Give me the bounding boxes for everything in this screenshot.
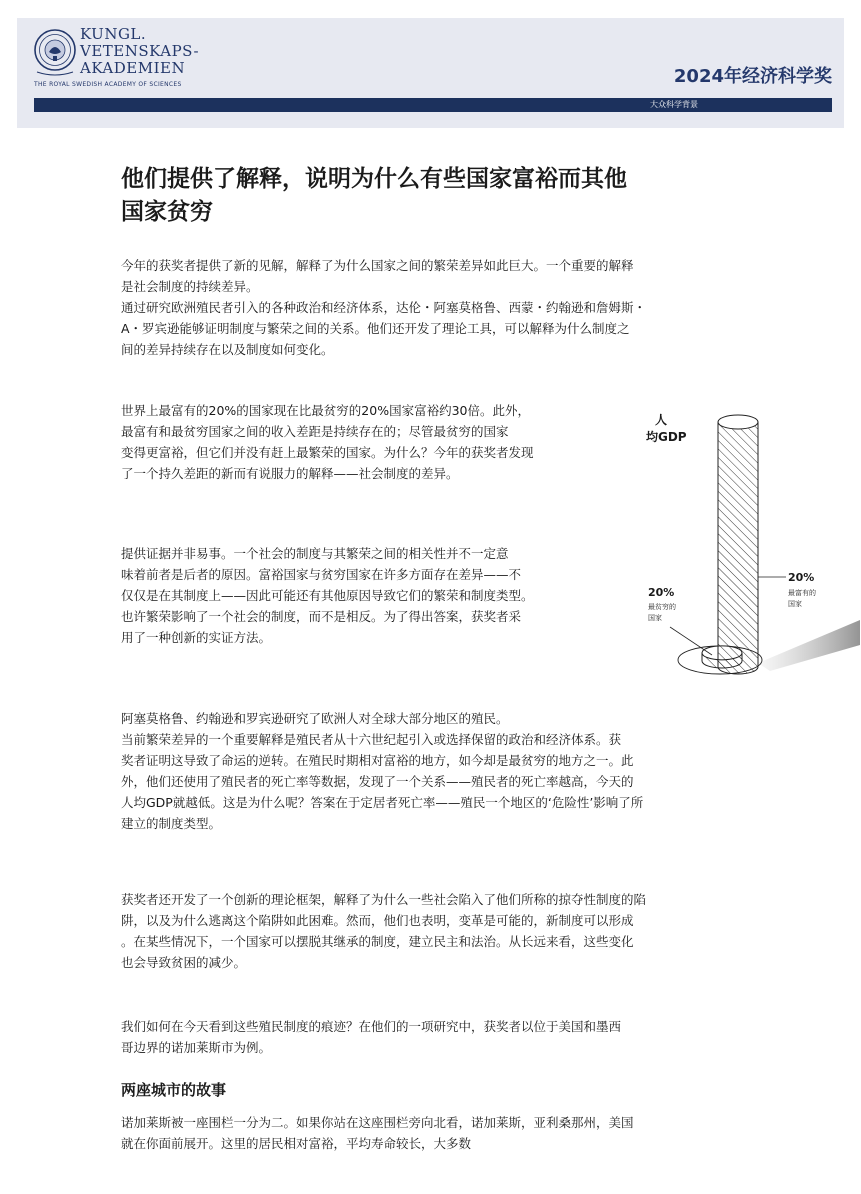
paragraph-nogales: 诺加莱斯被一座围栏一分为二。如果你站在这座围栏旁向北看，诺加莱斯，亚利桑那州，美国 就在你面前展开。这里的居民相对富裕，平均寿命较长，大多数: [121, 1115, 634, 1151]
rich-share-label: 20%: [788, 571, 815, 584]
paragraph-evidence: 提供证据并非易事。一个社会的制度与其繁荣之间的相关性并不一定意 味着前者是后者的原因。富裕国家与贫穷国家在许多方面存在差异——不 仅仅是在其制度上——因此可能还有其他原因导致它们的繁荣和制度类型。 也许繁荣影响了一个社会的制度，而不是相反。为了得出答案，获奖者采 用了一种创新的实证方法。: [121, 546, 534, 645]
poor-category-line1: 最贫穷的: [648, 603, 676, 611]
paragraph-intro: 今年的获奖者提供了新的见解，解释了为什么国家之间的繁荣差异如此巨大。一个重要的解释 是社会制度的持续差异。 通过研究欧洲殖民者引入的各种政治和经济体系，达伦・阿塞莫格鲁、西蒙・约翰逊和詹姆斯・ A・罗宾逊能够证明制度与繁荣之间的关系。他们还开发了理论工具，可以解释为什么制度之 间的差异持续存在以及制度如何变化。: [121, 258, 647, 357]
gdp-comparison-figure: [640, 405, 860, 690]
paragraph-income-gap: 世界上最富有的20%的国家现在比最贫穷的20%国家富裕约30倍。此外， 最富有和最贫穷国家之间的收入差距是持续存在的；尽管最贫穷的国家 变得更富裕，但它们并没有赶上最繁荣的国家。为什么？今年的获奖者发现 了一个持久差距的新而有说服力的解释——社会制度的差异。: [121, 403, 534, 481]
section-label: 大众科学背景: [650, 100, 698, 109]
prize-title: 2024年经济科学奖: [673, 66, 832, 87]
poor-leader-line: [670, 627, 712, 655]
gdp-chart-svg: [640, 405, 860, 690]
poor-category-line2: 国家: [648, 614, 662, 622]
bar-richest-20: [718, 415, 758, 674]
paragraph-colonization: 阿塞莫格鲁、约翰逊和罗宾逊研究了欧洲人对全球大部分地区的殖民。 当前繁荣差异的一个重要解释是殖民者从十六世纪起引入或选择保留的政治和经济体系。获 奖者证明这导致了命运的逆转。在殖民时期相对富裕的地方，如今却是最贫穷的地方之一。此 外，他们还使用了殖民者的死亡率等数据，发现了一个关系——殖民者的死亡率越高，今天的 人均GDP就越低。这是为什么呢？答案在于定居者死亡率——殖民一个地区的‘危险性’影响了所 建立的制度类型。: [121, 711, 644, 831]
section-bar: [34, 98, 832, 112]
academy-seal-logo: [34, 28, 76, 78]
rich-category-line1: 最富有的: [788, 589, 816, 597]
academy-english-name: THE ROYAL SWEDISH ACADEMY OF SCIENCES: [34, 81, 182, 88]
academy-name: KUNGL. VETENSKAPS- AKADEMIEN: [80, 25, 200, 77]
page-title: 他们提供了解释，说明为什么有些国家富裕而其他 国家贫穷: [121, 166, 627, 225]
rich-category-line2: 国家: [788, 600, 802, 608]
bar-shadow: [758, 620, 860, 671]
paragraph-traces: 我们如何在今天看到这些殖民制度的痕迹？在他们的一项研究中，获奖者以位于美国和墨西 哥边界的诺加莱斯市为例。: [121, 1019, 622, 1055]
y-axis-label-line2: 均GDP: [646, 430, 687, 444]
poor-share-label: 20%: [648, 586, 675, 599]
paragraph-theory: 获奖者还开发了一个创新的理论框架，解释了为什么一些社会陷入了他们所称的掠夺性制度的陷 阱，以及为什么逃离这个陷阱如此困难。然而，他们也表明，变革是可能的，新制度可以形成 。在某些情况下，一个国家可以摆脱其继承的制度，建立民主和法治。从长远来看，这些变化 也会导致贫困的减少。: [121, 892, 647, 970]
y-axis-label-line1: 人: [655, 413, 668, 427]
subheading-two-cities: 两座城市的故事: [121, 1081, 227, 1099]
